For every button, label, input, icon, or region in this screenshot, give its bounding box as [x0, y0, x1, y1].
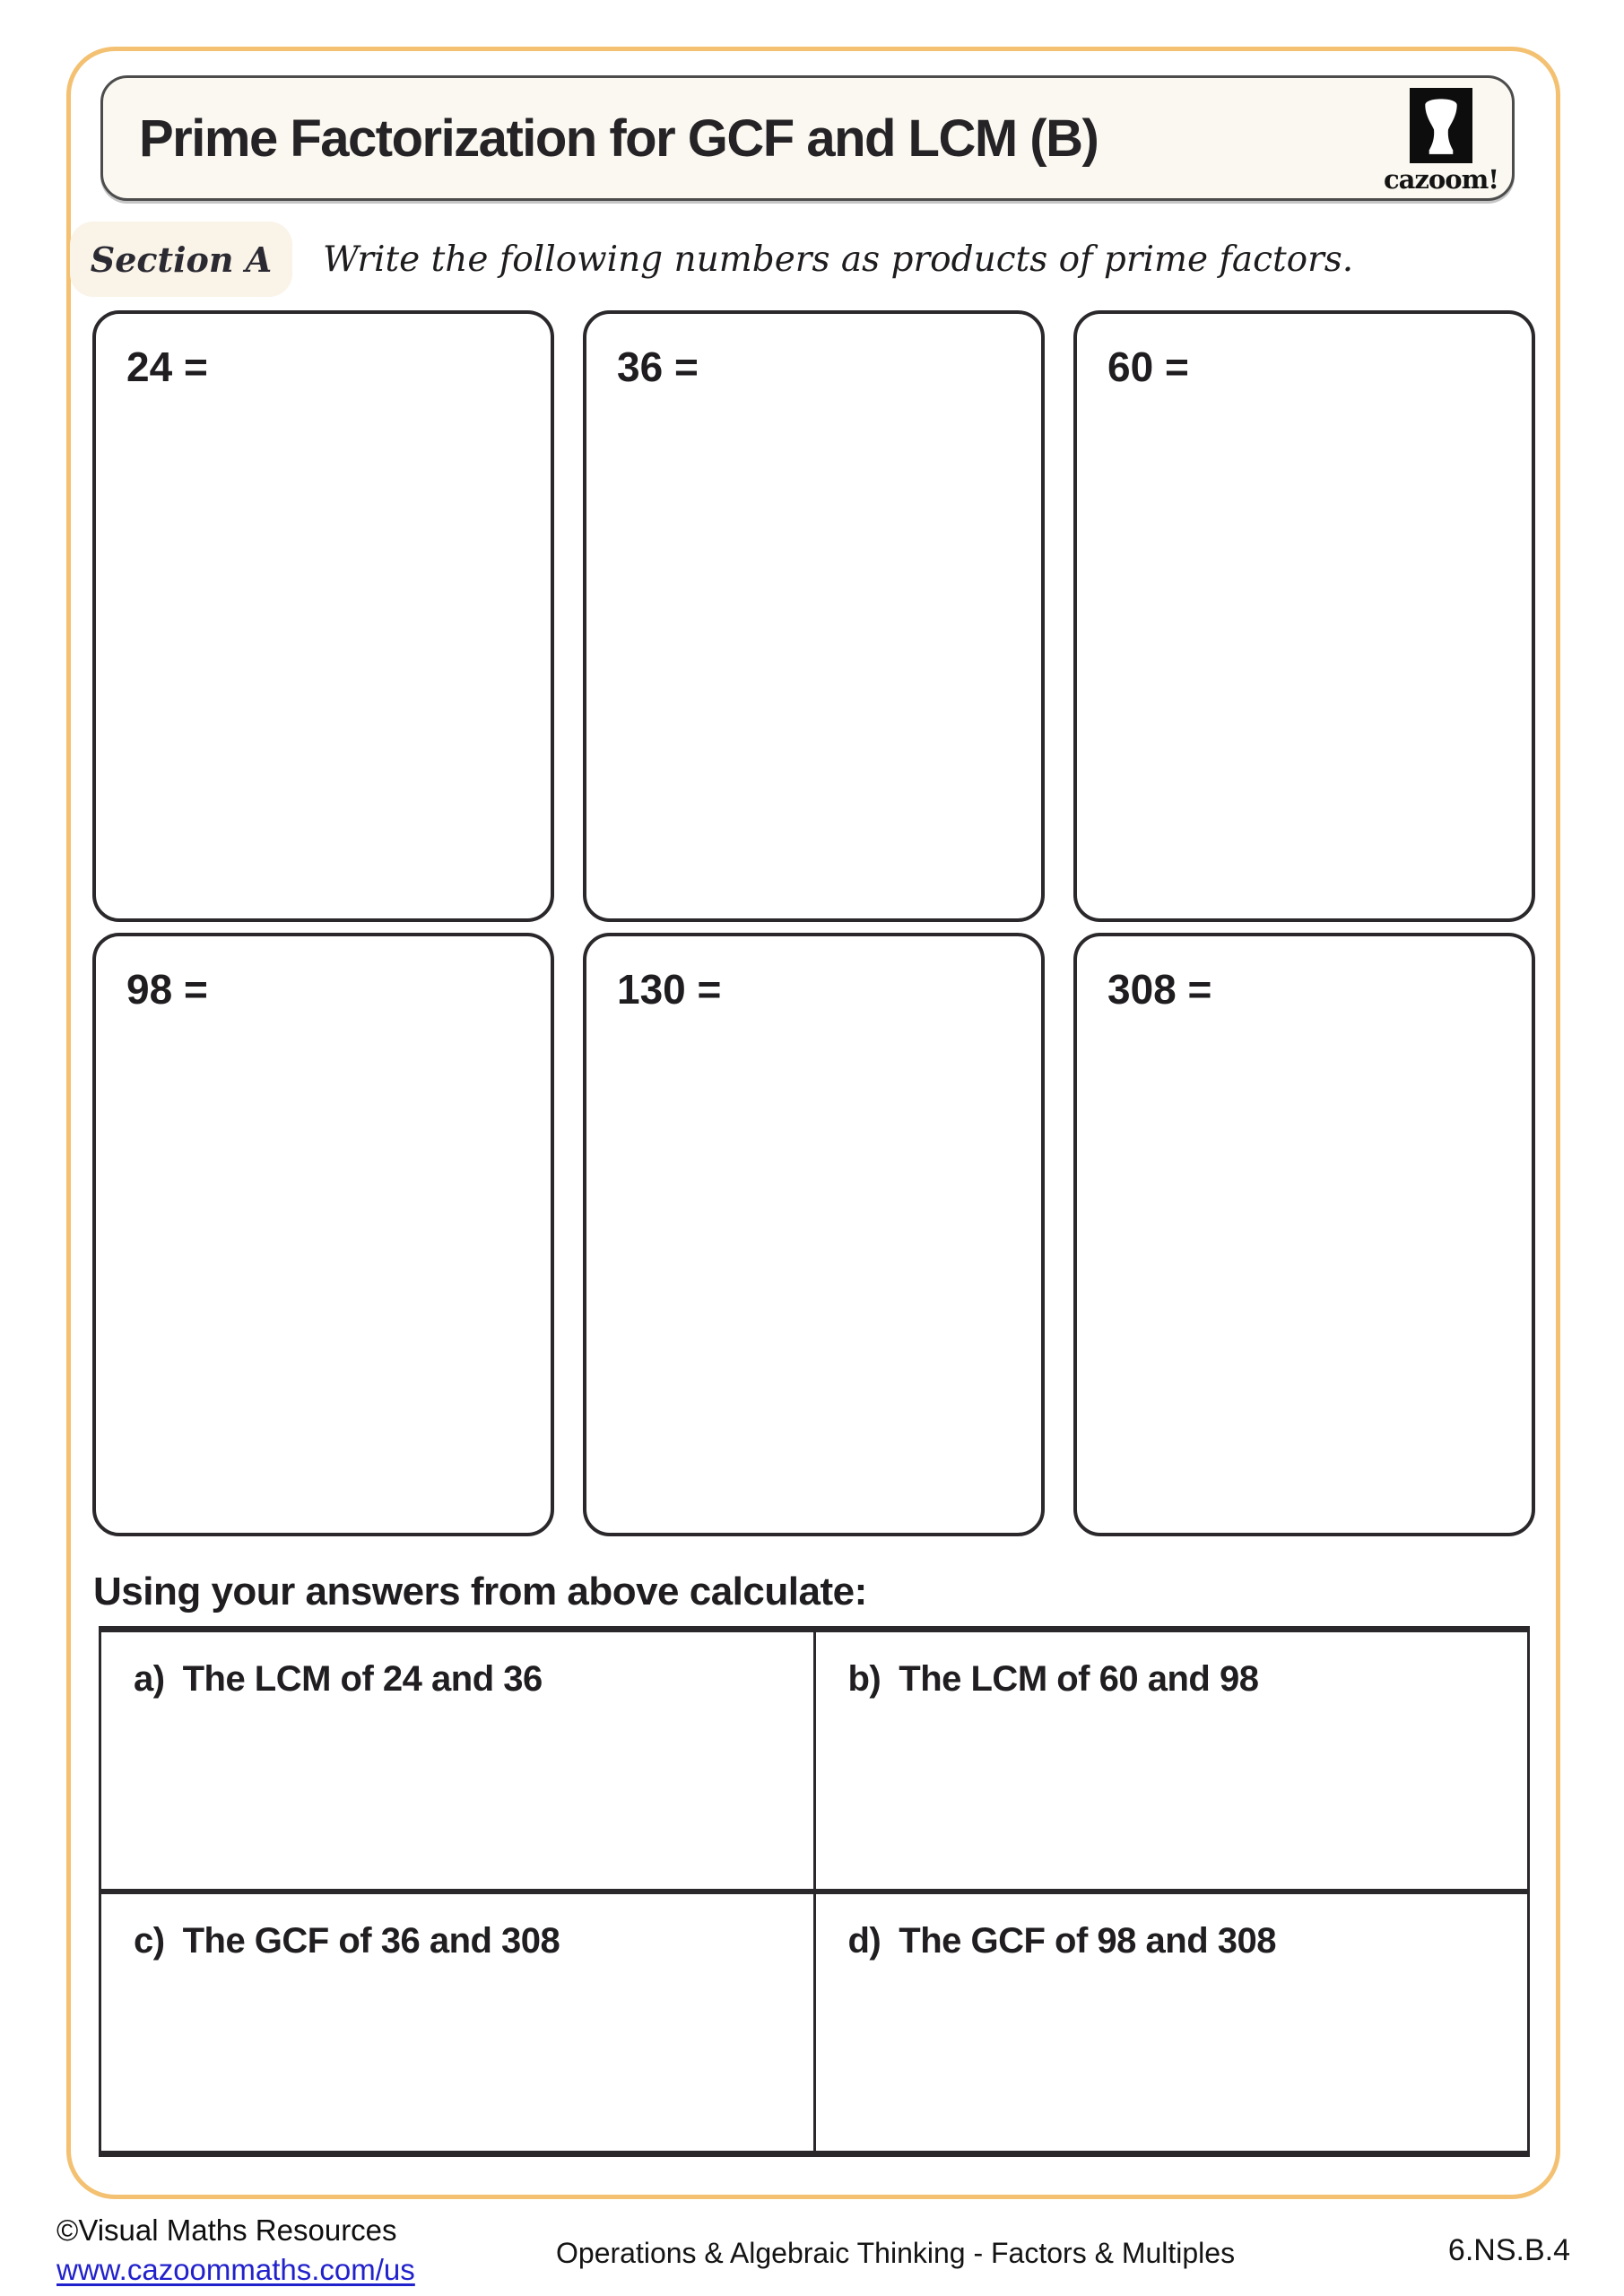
factor-box-308 [1073, 933, 1535, 1536]
question-prefix: b) [847, 1659, 881, 1699]
factor-box-label: 36 = [617, 344, 699, 390]
question-prefix: d) [847, 1921, 881, 1961]
factor-box-24 [92, 310, 554, 922]
question-body: The GCF of 36 and 308 [182, 1921, 560, 1961]
question-cell-d [813, 1894, 1528, 2151]
calculate-heading: Using your answers from above calculate: [93, 1570, 867, 1613]
question-text [848, 1659, 1510, 1700]
question-body: The LCM of 24 and 36 [182, 1659, 543, 1699]
question-cell-c [101, 1894, 813, 2151]
djembe-drum-icon [1410, 88, 1472, 163]
section-a-badge [70, 222, 292, 297]
factor-box-label: 24 = [126, 344, 208, 390]
question-text [134, 1659, 795, 1700]
factor-box-label: 98 = [126, 966, 208, 1013]
factor-box-98 [92, 933, 554, 1536]
question-cell-a [101, 1632, 813, 1889]
topic-text: Operations & Algebraic Thinking - Factors & Multiples [556, 2237, 1236, 2269]
standard-code: 6.NS.B.4 [1447, 2233, 1570, 2267]
question-prefix: c) [134, 1921, 165, 1961]
table-row [101, 1632, 1527, 1889]
table-row [101, 1889, 1527, 2151]
cazoommaths-link[interactable]: www.cazoommaths.com/us [56, 2253, 415, 2286]
factor-box-label: 60 = [1107, 344, 1189, 390]
question-body: The GCF of 98 and 308 [899, 1921, 1276, 1961]
question-cell-b [813, 1632, 1528, 1889]
factor-box-36 [583, 310, 1045, 922]
question-body: The LCM of 60 and 98 [899, 1659, 1259, 1699]
calculate-table [99, 1626, 1530, 2157]
page-title: Prime Factorization for GCF and LCM (B) [139, 109, 1099, 168]
logo-wordmark: cazoom! [1383, 164, 1499, 195]
question-text [134, 1921, 795, 1961]
title-bar [100, 75, 1515, 201]
factor-box-130 [583, 933, 1045, 1536]
section-a-label: Section A [90, 239, 273, 280]
cazoom-logo [1380, 88, 1502, 195]
factor-box-60 [1073, 310, 1535, 922]
question-text [848, 1921, 1510, 1961]
question-prefix: a) [134, 1659, 165, 1699]
section-a-instruction: Write the following numbers as products of prime factors. [323, 239, 1354, 280]
factor-box-label: 308 = [1107, 966, 1212, 1013]
factor-box-label: 130 = [617, 966, 722, 1013]
copyright-text: ©Visual Maths Resources [56, 2213, 397, 2247]
